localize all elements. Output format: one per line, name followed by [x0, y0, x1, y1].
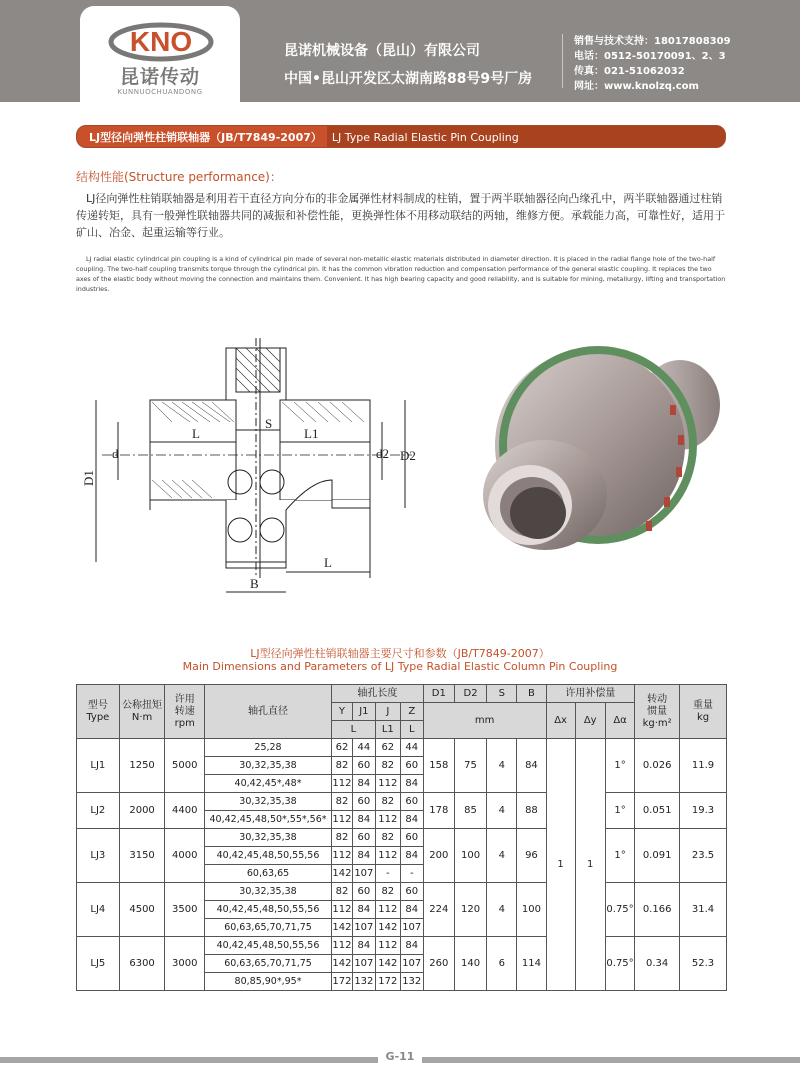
- weight-cell: 52.3: [680, 937, 727, 991]
- length-Z-cell: 84: [400, 937, 423, 955]
- length-Y-cell: 112: [332, 847, 353, 865]
- speed-cell: 4000: [165, 829, 205, 883]
- label-d: d: [112, 446, 119, 461]
- length-Y-cell: 142: [332, 919, 353, 937]
- B-cell: 96: [517, 829, 546, 883]
- length-J1-cell: 60: [352, 883, 375, 901]
- length-Z-cell: 84: [400, 811, 423, 829]
- D1-cell: 224: [423, 883, 454, 937]
- header-L: L: [332, 721, 376, 739]
- length-J1-cell: 44: [352, 739, 375, 757]
- header-B: B: [517, 685, 546, 703]
- label-S: S: [265, 416, 273, 431]
- length-J1-cell: 60: [352, 757, 375, 775]
- length-J-cell: 112: [375, 775, 400, 793]
- company-address: 中国•昆山开发区太湖南路88号9号厂房: [284, 71, 533, 87]
- da-cell: 0.75°: [605, 883, 634, 937]
- dx-cell: 1: [546, 739, 575, 991]
- bore-cell: 30,32,35,38: [205, 883, 332, 901]
- length-Z-cell: 60: [400, 793, 423, 811]
- length-Y-cell: 142: [332, 865, 353, 883]
- length-J1-cell: 60: [352, 793, 375, 811]
- length-J-cell: 112: [375, 937, 400, 955]
- header-Z: Z: [400, 703, 423, 721]
- header-weight: 重量 kg: [680, 685, 727, 739]
- S-cell: 4: [487, 793, 517, 829]
- type-cell: LJ3: [77, 829, 120, 883]
- table-row: [77, 883, 727, 901]
- table-caption-cn: LJ型径向弹性柱销联轴器主要尺寸和参数（JB/T7849-2007）: [250, 647, 550, 660]
- header-speed: 许用 转速 rpm: [165, 685, 205, 739]
- header-length: 轴孔长度: [332, 685, 424, 703]
- length-Y-cell: 172: [332, 973, 353, 991]
- length-Z-cell: 84: [400, 847, 423, 865]
- type-cell: LJ4: [77, 883, 120, 937]
- inertia-cell: 0.051: [635, 793, 680, 829]
- contact-fax: 传真：021-51062032: [574, 66, 685, 77]
- length-Z-cell: 132: [400, 973, 423, 991]
- header-dy: Δy: [575, 703, 605, 739]
- length-J-cell: 82: [375, 883, 400, 901]
- inertia-cell: 0.166: [635, 883, 680, 937]
- B-cell: 114: [517, 937, 546, 991]
- da-cell: 1°: [605, 739, 634, 793]
- torque-cell: 6300: [119, 937, 165, 991]
- header-J1: J1: [352, 703, 375, 721]
- length-J-cell: 112: [375, 811, 400, 829]
- header-da: Δα: [605, 703, 634, 739]
- speed-cell: 3000: [165, 937, 205, 991]
- bore-cell: 30,32,35,38: [205, 793, 332, 811]
- length-Y-cell: 112: [332, 775, 353, 793]
- length-J-cell: 172: [375, 973, 400, 991]
- length-J-cell: -: [375, 865, 400, 883]
- bore-cell: 40,42,45,48,50,55,56: [205, 901, 332, 919]
- length-J1-cell: 84: [352, 847, 375, 865]
- weight-cell: 11.9: [680, 739, 727, 793]
- contact-phone: 电话：0512-50170091、2、3: [574, 51, 726, 62]
- length-Y-cell: 82: [332, 757, 353, 775]
- bore-cell: 25,28: [205, 739, 332, 757]
- label-d2: d2: [376, 446, 389, 461]
- length-J-cell: 82: [375, 757, 400, 775]
- logo-text: KNO: [129, 26, 193, 57]
- D1-cell: 200: [423, 829, 454, 883]
- length-Y-cell: 112: [332, 901, 353, 919]
- label-L: L: [192, 426, 200, 441]
- bore-cell: 60,63,65: [205, 865, 332, 883]
- header-divider: [562, 34, 563, 88]
- speed-cell: 5000: [165, 739, 205, 793]
- header-D1: D1: [423, 685, 454, 703]
- header-inertia: 转动 惯量 kg·m²: [635, 685, 680, 739]
- table-row: [77, 829, 727, 847]
- length-J1-cell: 84: [352, 937, 375, 955]
- length-J-cell: 112: [375, 847, 400, 865]
- length-J1-cell: 107: [352, 919, 375, 937]
- length-Y-cell: 142: [332, 955, 353, 973]
- length-J1-cell: 107: [352, 955, 375, 973]
- contact-website: 网址：www.knolzq.com: [574, 81, 699, 92]
- length-Y-cell: 112: [332, 811, 353, 829]
- length-Z-cell: 84: [400, 901, 423, 919]
- length-J-cell: 112: [375, 901, 400, 919]
- weight-cell: 23.5: [680, 829, 727, 883]
- length-J1-cell: 107: [352, 865, 375, 883]
- B-cell: 88: [517, 793, 546, 829]
- header-dx: Δx: [546, 703, 575, 739]
- torque-cell: 3150: [119, 829, 165, 883]
- header-L-2: L: [400, 721, 423, 739]
- technical-drawing: [72, 330, 442, 600]
- bore-cell: 30,32,35,38: [205, 829, 332, 847]
- page-number: G-11: [378, 1050, 423, 1063]
- product-title-cn: LJ型径向弹性柱销联轴器（JB/T7849-2007）: [89, 131, 322, 144]
- length-J-cell: 142: [375, 919, 400, 937]
- header-type: 型号 Type: [77, 685, 120, 739]
- length-Z-cell: -: [400, 865, 423, 883]
- structure-description-en: LJ radial elastic cylindrical pin coupling is a kind of cylindrical pin made of several non-metallic elastic materials distributed in diameter direction. It is placed in the radial flange hole of the two-half coupling. The two-half coupling transmits torque through the cylindrical pin. It has the common vibration reduction and compensation performance of the general elastic coupling. It replaces the two axes of the elastic body without moving the connection and maintains them. Convenient. It has high bearing capacity and good reliability, and is suitable for mining, metallurgy, lifting and transportation industries.: [76, 255, 726, 293]
- S-cell: 4: [487, 739, 517, 793]
- bore-cell: 40,42,45,48,50,55,56: [205, 847, 332, 865]
- length-J-cell: 82: [375, 829, 400, 847]
- length-J-cell: 82: [375, 793, 400, 811]
- speed-cell: 4400: [165, 793, 205, 829]
- header-bore: 轴孔直径: [205, 685, 332, 739]
- da-cell: 1°: [605, 793, 634, 829]
- length-J-cell: 142: [375, 955, 400, 973]
- table-row: [77, 937, 727, 955]
- S-cell: 4: [487, 883, 517, 937]
- header-J: J: [375, 703, 400, 721]
- S-cell: 6: [487, 937, 517, 991]
- logo: [80, 6, 240, 110]
- inertia-cell: 0.026: [635, 739, 680, 793]
- length-Y-cell: 112: [332, 937, 353, 955]
- page-header: [0, 0, 800, 102]
- contact-sales: 销售与技术支持：18017808309: [574, 36, 731, 47]
- bore-cell: 40,42,45,48,50,55,56: [205, 937, 332, 955]
- product-title-en: LJ Type Radial Elastic Pin Coupling: [331, 131, 519, 144]
- label-D1: D1: [81, 470, 96, 486]
- torque-cell: 1250: [119, 739, 165, 793]
- specs-table: [76, 684, 727, 991]
- structure-heading: 结构性能(Structure performance)：: [76, 170, 282, 184]
- logo-cn-text: 昆诺传动: [119, 66, 200, 88]
- product-title-bar: [76, 125, 726, 148]
- inertia-cell: 0.34: [635, 937, 680, 991]
- header-Y: Y: [332, 703, 353, 721]
- bore-cell: 40,42,45,48,50*,55*,56*: [205, 811, 332, 829]
- length-J-cell: 62: [375, 739, 400, 757]
- length-Z-cell: 60: [400, 829, 423, 847]
- bore-cell: 30,32,35,38: [205, 757, 332, 775]
- D1-cell: 260: [423, 937, 454, 991]
- speed-cell: 3500: [165, 883, 205, 937]
- logo-mark-icon: [106, 20, 216, 64]
- table-row: [77, 739, 727, 757]
- coupling-product-image: [460, 345, 740, 575]
- label-B: B: [250, 576, 259, 591]
- header-torque: 公称扭矩 N·m: [119, 685, 165, 739]
- structure-description-cn: LJ径向弹性柱销联轴器是利用若干直径方向分布的非金属弹性材料制成的柱销，置于两半联轴器径向凸缘孔中，两半联轴器通过柱销传递转矩，具有一般弹性联轴器共同的减振和补偿性能，更换弹性体不用移动联结的两轴，维修方便。承载能力高，可靠性好，适用于矿山、冶金、起重运输等行业。: [76, 192, 725, 239]
- S-cell: 4: [487, 829, 517, 883]
- length-Z-cell: 60: [400, 757, 423, 775]
- D2-cell: 85: [454, 793, 486, 829]
- bore-cell: 60,63,65,70,71,75: [205, 955, 332, 973]
- label-L-bottom: L: [324, 555, 332, 570]
- company-name: 昆诺机械设备（昆山）有限公司: [284, 43, 480, 59]
- bore-cell: 40,42,45*,48*: [205, 775, 332, 793]
- bore-cell: 80,85,90*,95*: [205, 973, 332, 991]
- table-row: [77, 793, 727, 811]
- length-J1-cell: 60: [352, 829, 375, 847]
- weight-cell: 19.3: [680, 793, 727, 829]
- label-D2: D2: [400, 448, 416, 463]
- D2-cell: 100: [454, 829, 486, 883]
- header-compensation: 许用补偿量: [546, 685, 635, 703]
- label-L1: L1: [304, 426, 319, 441]
- length-Z-cell: 107: [400, 955, 423, 973]
- header-S: S: [487, 685, 517, 703]
- logo-en-text: KUNNUOCHUANDONG: [117, 88, 203, 96]
- type-cell: LJ2: [77, 793, 120, 829]
- length-J1-cell: 84: [352, 901, 375, 919]
- da-cell: 1°: [605, 829, 634, 883]
- da-cell: 0.75°: [605, 937, 634, 991]
- D1-cell: 158: [423, 739, 454, 793]
- length-Z-cell: 60: [400, 883, 423, 901]
- type-cell: LJ1: [77, 739, 120, 793]
- length-J1-cell: 132: [352, 973, 375, 991]
- header-mm: mm: [423, 703, 546, 739]
- type-cell: LJ5: [77, 937, 120, 991]
- table-caption-en: Main Dimensions and Parameters of LJ Type Radial Elastic Column Pin Coupling: [182, 660, 618, 673]
- dy-cell: 1: [575, 739, 605, 991]
- length-Z-cell: 84: [400, 775, 423, 793]
- B-cell: 100: [517, 883, 546, 937]
- bore-cell: 60,63,65,70,71,75: [205, 919, 332, 937]
- inertia-cell: 0.091: [635, 829, 680, 883]
- D2-cell: 120: [454, 883, 486, 937]
- length-Z-cell: 44: [400, 739, 423, 757]
- length-Y-cell: 82: [332, 829, 353, 847]
- B-cell: 84: [517, 739, 546, 793]
- length-Y-cell: 82: [332, 793, 353, 811]
- D2-cell: 140: [454, 937, 486, 991]
- weight-cell: 31.4: [680, 883, 727, 937]
- D2-cell: 75: [454, 739, 486, 793]
- header-D2: D2: [454, 685, 486, 703]
- D1-cell: 178: [423, 793, 454, 829]
- length-Z-cell: 107: [400, 919, 423, 937]
- length-J1-cell: 84: [352, 811, 375, 829]
- length-Y-cell: 82: [332, 883, 353, 901]
- length-Y-cell: 62: [332, 739, 353, 757]
- torque-cell: 2000: [119, 793, 165, 829]
- torque-cell: 4500: [119, 883, 165, 937]
- header-L1: L1: [375, 721, 400, 739]
- length-J1-cell: 84: [352, 775, 375, 793]
